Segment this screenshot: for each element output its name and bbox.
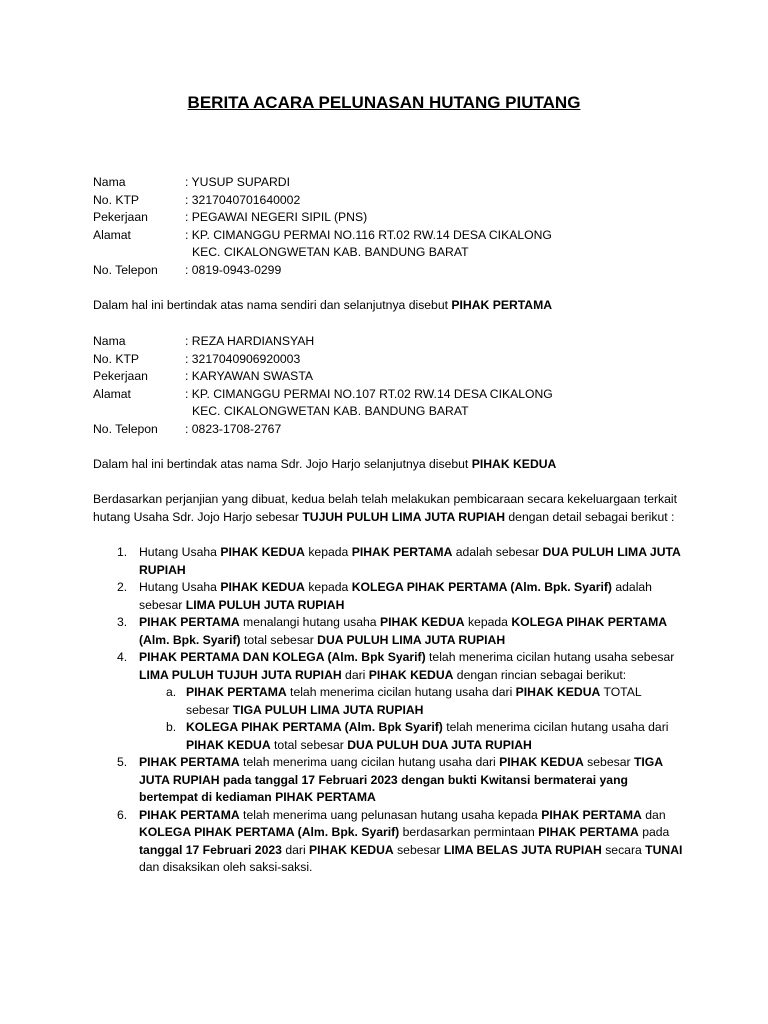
list-item (93, 614, 683, 649)
item-number: b. (166, 720, 177, 734)
intro-bold: TUJUH PULUH LIMA JUTA RUPIAH (302, 509, 506, 524)
item-text: telah menerima uang pelunasan hutang usaha kepada (239, 807, 542, 822)
item-text: dengan rincian sebagai berikut: (453, 667, 627, 682)
item-text: adalah sebesar (452, 545, 543, 559)
alamat-continued: KEC. CIKALONGWETAN KAB. BANDUNG BARAT (192, 404, 469, 418)
item-bold: PIHAK KEDUA (515, 685, 601, 699)
item-bold: PIHAK KEDUA (499, 755, 584, 769)
item-bold: KOLEGA PIHAK PERTAMA (Alm. Bpk. Syarif) (351, 580, 612, 594)
item-bold: PIHAK PERTAMA (139, 807, 240, 822)
item-bold: PIHAK KEDUA (220, 580, 305, 594)
ktp-value: : 3217040906920003 (185, 351, 301, 366)
nama-label: Nama (93, 175, 126, 189)
nama-value: : REZA HARDIANSYAH (185, 334, 315, 348)
item-number: 5. (117, 755, 128, 769)
item-bold: PIHAK KEDUA (368, 667, 454, 682)
party-two-details (93, 333, 693, 438)
item-number: 4. (117, 650, 128, 664)
alamat-value: : KP. CIMANGGU PERMAI NO.116 RT.02 RW.14 DESA CIKALONG (185, 227, 552, 242)
item-bold: PIHAK KEDUA (379, 615, 465, 629)
item-bold: PIHAK PERTAMA (541, 807, 642, 822)
pekerjaan-label: Pekerjaan (93, 210, 148, 224)
item-text: kepada (304, 545, 352, 559)
list-item (93, 754, 683, 807)
item-text: sebesar (393, 842, 444, 857)
item-bold: KOLEGA PIHAK PERTAMA (Alm. Bpk. Syarif) (139, 615, 667, 647)
item-bold: KOLEGA PIHAK PERTAMA (Alm. Bpk Syarif) (186, 720, 443, 734)
item-text: berdasarkan permintaan (399, 825, 539, 839)
item-text: dan (641, 807, 666, 822)
list-item (93, 579, 683, 614)
item-number: 1. (117, 545, 128, 559)
item-text: total sebesar (270, 737, 348, 752)
alamat-continued: KEC. CIKALONGWETAN KAB. BANDUNG BARAT (192, 245, 469, 259)
item-text: telah menerima cicilan hutang usaha sebesar (425, 650, 675, 664)
item-bold: LIMA PULUH JUTA RUPIAH (185, 597, 345, 612)
intro-paragraph (93, 491, 705, 526)
statement-bold: PIHAK KEDUA (471, 457, 557, 471)
item-text: dari (281, 842, 310, 857)
item-bold: PIHAK KEDUA (309, 842, 394, 857)
item-number: 3. (117, 615, 128, 629)
item-bold: LIMA BELAS JUTA RUPIAH (443, 842, 602, 857)
item-text: Hutang Usaha (139, 545, 221, 559)
item-text: telah menerima uang cicilan hutang usaha dari (239, 755, 500, 769)
item-text: dan disaksikan oleh saksi-saksi. (139, 860, 313, 874)
statement-text: Dalam hal ini bertindak atas nama Sdr. Jojo Harjo selanjutnya disebut (93, 457, 472, 471)
item-number: a. (166, 685, 177, 699)
item-text: sebesar (583, 755, 634, 769)
item-text: adalah sebesar (139, 580, 652, 612)
telepon-label: No. Telepon (93, 262, 158, 277)
ktp-label: No. KTP (93, 192, 140, 207)
item-bold: DUA PULUH LIMA JUTA RUPIAH (139, 545, 681, 577)
item-bold: PIHAK PERTAMA (351, 545, 453, 559)
intro-text-end: dengan detail sebagai berikut : (505, 509, 675, 524)
item-bold: KOLEGA PIHAK PERTAMA (Alm. Bpk. Syarif) (139, 825, 400, 839)
item-bold: TIGA JUTA RUPIAH pada tanggal 17 Februari 2023 dengan bukti Kwitansi bermaterai yang bertempat di kediaman PIHAK PERTAMA (139, 755, 663, 804)
item-text: kepada (464, 615, 512, 629)
party-one-statement (93, 297, 693, 315)
item-bold: DUA PULUH DUA JUTA RUPIAH (347, 737, 532, 752)
item-bold: PIHAK PERTAMA (538, 825, 639, 839)
item-text: total sebesar (240, 632, 318, 647)
item-bold: PIHAK PERTAMA DAN KOLEGA (Alm. Bpk Syarif) (139, 650, 426, 664)
nama-value: : YUSUP SUPARDI (185, 175, 290, 189)
document-title: BERITA ACARA PELUNASAN HUTANG PIUTANG (187, 93, 581, 112)
item-text: telah menerima cicilan hutang usaha dari (442, 720, 669, 734)
pekerjaan-label: Pekerjaan (93, 369, 148, 383)
list-item (93, 807, 683, 877)
sub-list-item (151, 684, 683, 719)
item-text: menalangi hutang usaha (239, 615, 380, 629)
ktp-label: No. KTP (93, 351, 140, 366)
item-number: 2. (117, 580, 128, 594)
item-bold: PIHAK KEDUA (220, 545, 305, 559)
item-text: Hutang Usaha (139, 580, 221, 594)
telepon-label: No. Telepon (93, 421, 158, 436)
ktp-value: : 3217040701640002 (185, 192, 301, 207)
statement-bold: PIHAK PERTAMA (451, 298, 553, 312)
pekerjaan-value: : PEGAWAI NEGERI SIPIL (PNS) (185, 210, 368, 224)
item-text: secara (601, 842, 646, 857)
pekerjaan-value: : KARYAWAN SWASTA (185, 369, 313, 383)
item-bold: TIGA PULUH LIMA JUTA RUPIAH (232, 702, 424, 717)
item-bold: tanggal 17 Februari 2023 (139, 842, 282, 857)
detail-list (93, 544, 683, 877)
nama-label: Nama (93, 334, 126, 348)
telepon-value: : 0823-1708-2767 (185, 421, 282, 436)
item-bold: PIHAK PERTAMA (186, 685, 287, 699)
item-bold: PIHAK PERTAMA (139, 755, 240, 769)
alamat-value: : KP. CIMANGGU PERMAI NO.107 RT.02 RW.14 DESA CIKALONG (185, 386, 553, 401)
item-number: 6. (117, 807, 128, 822)
item-bold: LIMA PULUH TUJUH JUTA RUPIAH (139, 667, 342, 682)
item-text: pada (638, 825, 670, 839)
alamat-label: Alamat (93, 386, 131, 401)
item-text: kepada (304, 580, 352, 594)
party-one-details (93, 174, 693, 279)
party-two-statement (93, 456, 693, 474)
alamat-label: Alamat (93, 227, 131, 242)
item-text: TOTAL sebesar (186, 685, 642, 717)
item-bold: TUNAI (645, 842, 683, 857)
item-text: dari (341, 667, 369, 682)
list-item (93, 544, 683, 579)
item-bold: PIHAK KEDUA (186, 737, 271, 752)
statement-text: Dalam hal ini bertindak atas nama sendiri dan selanjutnya disebut (93, 298, 452, 312)
item-bold: DUA PULUH LIMA JUTA RUPIAH (317, 632, 506, 647)
telepon-value: : 0819-0943-0299 (185, 262, 282, 277)
list-item (93, 649, 683, 684)
intro-text: Berdasarkan perjanjian yang dibuat, kedua belah telah melakukan pembicaraan secara kekeluargaan terkait hutang Usaha Sdr. Jojo Harjo sebesar (93, 492, 678, 524)
item-text: telah menerima cicilan hutang usaha dari (286, 685, 516, 699)
item-bold: PIHAK PERTAMA (139, 615, 240, 629)
sub-list-item (151, 719, 683, 754)
